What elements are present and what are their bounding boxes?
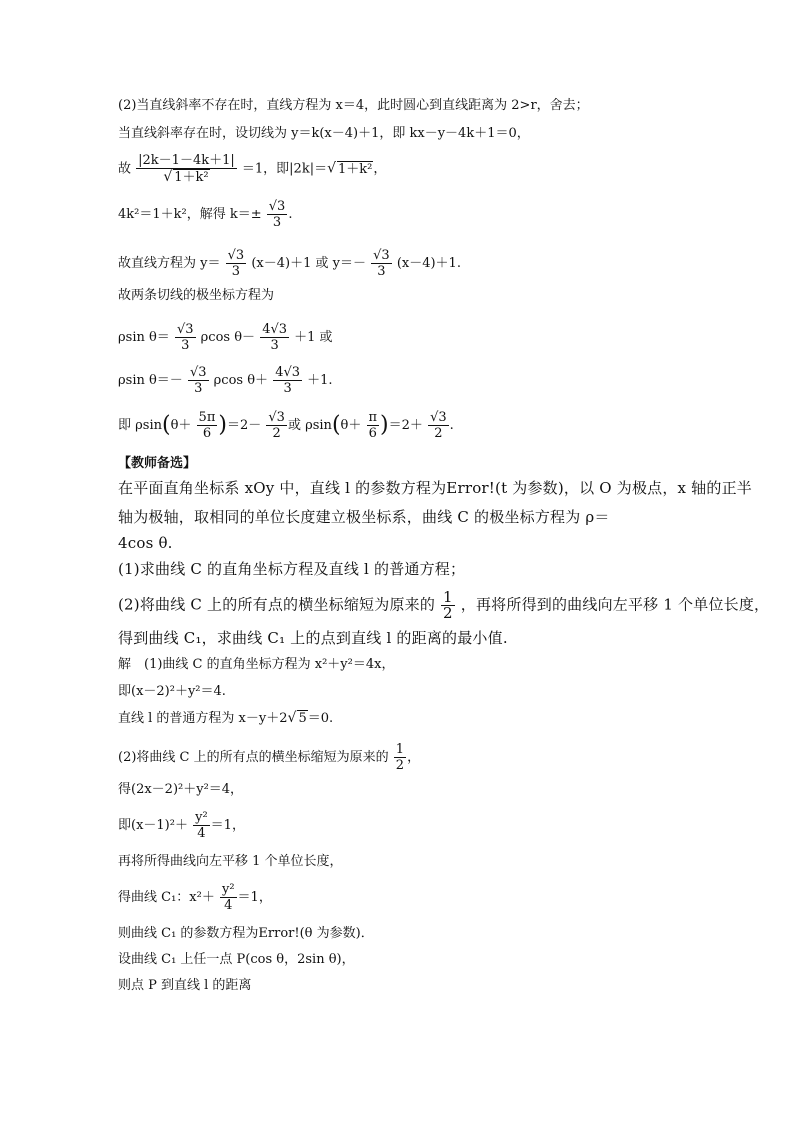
numerator: 5π (198, 410, 216, 425)
text: ρcos θ＋ (213, 373, 269, 388)
text: ＝1， (237, 890, 272, 905)
paren-close: ) (380, 412, 389, 438)
radical-sign: √ (327, 160, 337, 177)
fraction (428, 410, 449, 441)
fraction (394, 742, 406, 773)
numerator: 4√3 (275, 365, 301, 380)
numerator: √3 (430, 410, 447, 425)
radical-sign: √ (287, 710, 297, 726)
numerator: y² (221, 882, 235, 897)
text: 4k²＝1＋k²，解得 k＝± (118, 207, 262, 222)
fraction (193, 810, 210, 841)
fraction (220, 882, 237, 913)
polar-eq-1 (118, 322, 333, 353)
solution-line-2: 当直线斜率存在时，设切线为 y＝k(x－4)＋1，即 kx－y－4k＋1＝0， (118, 126, 530, 141)
denominator: 3 (194, 381, 203, 396)
paren-open: ( (161, 412, 171, 438)
numerator: |2k－1－4k＋1| (138, 153, 235, 168)
fraction (136, 153, 237, 185)
text: θ＋ (340, 418, 362, 433)
paren-close: ) (218, 412, 227, 438)
distance-equation (118, 153, 386, 185)
denominator: 3 (283, 381, 292, 396)
text: ， (373, 161, 387, 177)
text: 即(x－1)²＋ (118, 818, 188, 833)
text: 即 ρsin (118, 418, 162, 433)
text: (2)将曲线 C 上的所有点的横坐标缩短为原来的 (118, 750, 389, 765)
polar-eq-2 (118, 365, 333, 396)
fraction (267, 199, 288, 230)
text: ρsin θ＝－ (118, 373, 183, 388)
numerator: π (368, 410, 378, 425)
text: θ＋ (170, 418, 192, 433)
denominator: 3 (270, 338, 279, 353)
numerator: 1 (443, 588, 453, 606)
text: (x－4)＋1 或 y＝－ (251, 256, 366, 271)
numerator: √3 (268, 199, 286, 214)
radicand: 5 (298, 711, 307, 726)
radicand: 1＋k² (174, 170, 209, 185)
problem-line-1: 在平面直角坐标系 xOy 中，直线 l 的参数方程为Error!(t 为参数)，以 O 为极点，x 轴的正半 (118, 479, 752, 497)
solution-line-1: (2)当直线斜率不存在时，直线方程为 x＝4，此时圆心到直线距离为 2>r，舍去； (118, 98, 589, 113)
text: ＝0. (307, 711, 334, 726)
numerator: 1 (395, 742, 405, 757)
paren-open: ( (331, 412, 341, 438)
question-2-cont: 得到曲线 C₁，求曲线 C₁ 上的点到直线 l 的距离的最小值. (118, 629, 508, 647)
text: ， (407, 750, 421, 765)
polar-eq-combined (118, 410, 454, 441)
denominator: 2 (272, 426, 281, 441)
answer-line-5: 得(2x－2)²＋y²＝4， (118, 782, 244, 797)
text: (2)将曲线 C 上的所有点的横坐标缩短为原来的 (118, 595, 436, 614)
denominator: 6 (368, 426, 377, 441)
answer-line-3 (118, 710, 333, 727)
answer-line-11: 则点 P 到直线 l 的距离 (118, 978, 252, 993)
fraction (266, 410, 287, 441)
solve-k-line (118, 199, 292, 230)
polar-intro: 故两条切线的极坐标方程为 (118, 288, 275, 303)
answer-line-4 (118, 742, 420, 773)
text: ρcos θ－ (200, 330, 256, 345)
denominator: 3 (181, 338, 190, 353)
problem-line-2: 轴为极轴，取相同的单位长度建立极坐标系，曲线 C 的极坐标方程为 ρ＝ (118, 508, 610, 526)
denominator: 2 (395, 758, 405, 773)
text: 故直线方程为 y＝ (118, 256, 221, 271)
text: ，再将所得到的曲线向左平移 1 个单位长度， (460, 595, 770, 614)
denominator: 2 (434, 426, 443, 441)
question-2 (118, 590, 769, 621)
text: . (449, 418, 454, 433)
text: 得曲线 C₁：x²＋ (118, 890, 215, 905)
numerator: √3 (176, 322, 194, 337)
answer-line-7: 再将所得曲线向左平移 1 个单位长度， (118, 854, 343, 869)
fraction (367, 410, 380, 441)
fraction (273, 365, 302, 396)
denominator: 6 (202, 426, 212, 441)
denominator: 2 (443, 604, 453, 622)
denominator: 4 (224, 898, 233, 913)
text: . (288, 207, 293, 222)
text: 或 ρsin (287, 418, 332, 433)
text: ＋1 或 (294, 330, 333, 345)
problem-line-3: 4cos θ. (118, 534, 173, 552)
denominator: 3 (272, 215, 282, 230)
numerator: √3 (227, 248, 245, 263)
text: ＝2－ (226, 418, 262, 433)
text: 故 (118, 161, 132, 177)
text: ρsin θ＝ (118, 330, 170, 345)
numerator: √3 (373, 248, 390, 263)
fraction (260, 322, 289, 353)
text: ＝2＋ (388, 418, 423, 433)
fraction (175, 322, 196, 353)
teacher-section-heading: 【教师备选】 (118, 456, 197, 471)
denominator: 4 (197, 826, 206, 841)
fraction (371, 248, 392, 279)
answer-line-9: 则曲线 C₁ 的参数方程为Error!(θ 为参数)． (118, 926, 374, 941)
numerator: y² (195, 810, 208, 825)
answer-line-1: 解 (1)曲线 C 的直角坐标方程为 x²＋y²＝4x， (118, 657, 395, 672)
answer-line-10: 设曲线 C₁ 上任一点 P(cos θ，2sin θ)， (118, 952, 355, 967)
fraction (197, 410, 218, 441)
fraction (226, 248, 247, 279)
text: ＋1. (307, 373, 333, 388)
text: (x－4)＋1. (396, 256, 461, 271)
question-1: (1)求曲线 C 的直角坐标方程及直线 l 的普通方程； (118, 560, 466, 578)
line-equations (118, 248, 461, 279)
denominator (161, 169, 211, 185)
fraction (441, 590, 455, 621)
text: ＝1， (210, 818, 245, 833)
numerator: 4√3 (262, 322, 288, 337)
radical-sign: √ (163, 169, 173, 185)
numerator: √3 (268, 410, 285, 425)
answer-line-2: 即(x－2)²＋y²＝4. (118, 684, 226, 699)
text: ＝1，即|2k|＝ (241, 161, 328, 177)
answer-line-6 (118, 810, 245, 841)
fraction (188, 365, 209, 396)
answer-line-8 (118, 882, 272, 913)
numerator: √3 (189, 365, 207, 380)
denominator: 3 (231, 264, 241, 279)
denominator: 3 (377, 264, 386, 279)
radicand: 1＋k² (338, 161, 373, 177)
text: 直线 l 的普通方程为 x－y＋2 (118, 711, 288, 726)
